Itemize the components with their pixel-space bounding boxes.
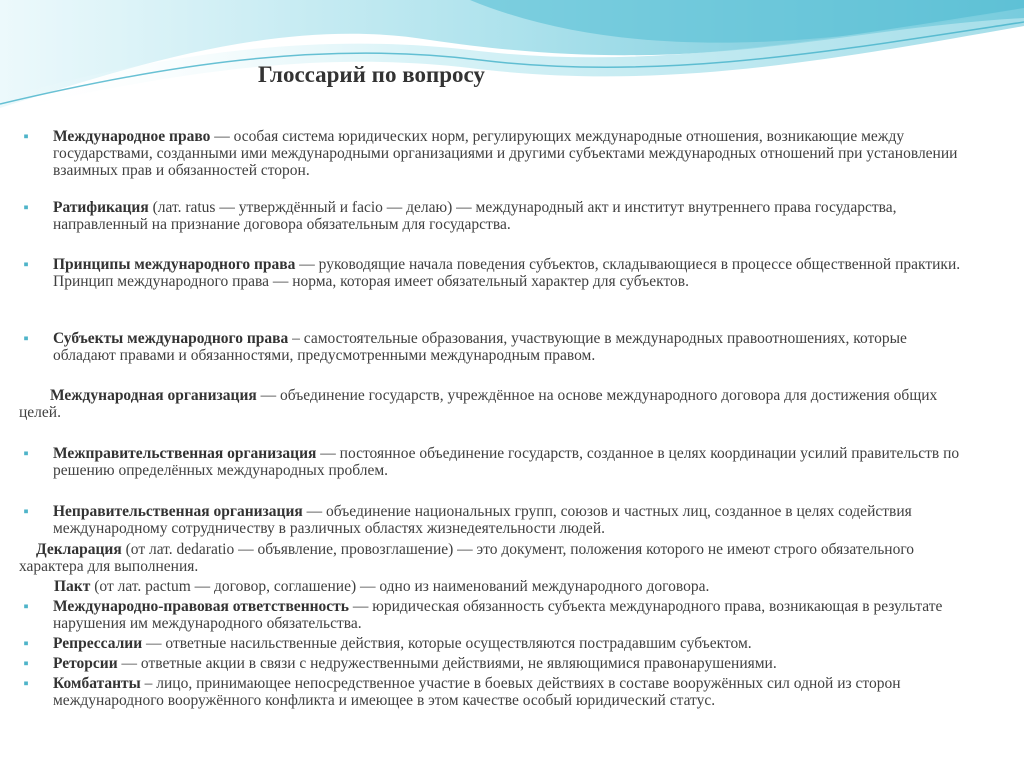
entry-definition: — объединение государств, учреждённое на основе международного договора для достижения общих целей. bbox=[19, 387, 938, 421]
glossary-entry bbox=[53, 199, 963, 233]
bullet-icon: ▪ bbox=[23, 676, 29, 692]
glossary-entry bbox=[53, 445, 963, 479]
glossary-entry bbox=[53, 128, 963, 179]
entry-term: Субъекты международного права bbox=[53, 330, 289, 347]
entry-definition: – самостоятельные образования, участвующие в международных правоотношениях, которые обладают правами и обязанностями, предусмотренными международным правом. bbox=[53, 330, 907, 364]
page-title: Глоссарий по вопросу bbox=[258, 62, 485, 87]
entry-term: Международно-правовая ответственность bbox=[53, 598, 349, 615]
entry-term: Декларация bbox=[36, 541, 122, 558]
bullet-icon: ▪ bbox=[23, 636, 29, 652]
glossary-entry bbox=[19, 541, 949, 575]
glossary-entry bbox=[53, 330, 963, 364]
glossary-entry bbox=[19, 387, 949, 421]
glossary-entry bbox=[53, 598, 963, 632]
bullet-icon: ▪ bbox=[23, 656, 29, 672]
bullet-icon: ▪ bbox=[23, 446, 29, 462]
entry-definition: (лат. ratus — утверждённый и facio — делаю) — международный акт и институт внутреннего права государства, направленный на признание договора обязательным для государства. bbox=[53, 199, 897, 233]
glossary-entry bbox=[53, 256, 963, 290]
entry-term: Неправительственная организация bbox=[53, 503, 303, 520]
bullet-icon: ▪ bbox=[23, 129, 29, 145]
entry-definition: — юридическая обязанность субъекта международного права, возникающая в результате нарушения им международного обязательства. bbox=[53, 598, 943, 632]
entry-term: Репрессалии bbox=[53, 635, 143, 652]
bullet-icon: ▪ bbox=[23, 257, 29, 273]
entry-definition: — постоянное объединение государств, созданное в целях координации усилий правительств по решению определённых международных проблем. bbox=[53, 445, 960, 479]
bullet-icon: ▪ bbox=[23, 599, 29, 615]
entry-term: Комбатанты bbox=[53, 675, 141, 692]
bullet-icon: ▪ bbox=[23, 504, 29, 520]
entry-term: Межправительственная организация bbox=[53, 445, 317, 462]
glossary-entry bbox=[53, 675, 963, 709]
bullet-icon: ▪ bbox=[23, 200, 29, 216]
entry-definition: — руководящие начала поведения субъектов, складывающиеся в процессе общественной практики. Принцип международного права — норма, которая имеет обязательный характер для субъектов. bbox=[53, 256, 961, 290]
header-wave-decoration bbox=[0, 0, 1024, 120]
entry-term: Принципы международного права bbox=[53, 256, 296, 273]
entry-term: Международное право bbox=[53, 128, 211, 145]
entry-definition: — ответные акции в связи с недружественными действиями, не являющимися правонарушениями. bbox=[117, 655, 777, 672]
entry-term: Пакт bbox=[54, 578, 91, 595]
entry-term: Реторсии bbox=[53, 655, 118, 672]
entry-definition: (от лат. pactum — договор, соглашение) — одно из наименований международного договора. bbox=[90, 578, 710, 595]
glossary-entry bbox=[53, 503, 963, 537]
entry-term: Международная организация bbox=[50, 387, 257, 404]
entry-term: Ратификация bbox=[53, 199, 149, 216]
glossary-entry bbox=[54, 578, 984, 595]
entry-definition: — объединение национальных групп, союзов и частных лиц, созданное в целях содействия международному сотрудничеству в различных областях жизнедеятельности людей. bbox=[53, 503, 912, 537]
entry-definition: — ответные насильственные действия, которые осуществляются пострадавшим субъектом. bbox=[142, 635, 752, 652]
entry-definition: (от лат. dedaratio — объявление, провозглашение) — это документ, положения которого не имеют строго обязательного характера для выполнения. bbox=[19, 541, 915, 575]
entry-definition: – лицо, принимающее непосредственное участие в боевых действиях в составе вооружённых сил одной из сторон международного вооружённого конфликта и имеющее в этом качестве особый юридический статус. bbox=[53, 675, 901, 709]
bullet-icon: ▪ bbox=[23, 331, 29, 347]
glossary-entry bbox=[53, 635, 963, 652]
glossary-entry bbox=[53, 655, 963, 672]
entry-definition: — особая система юридических норм, регулирующих международные отношения, возникающие между государствами, созданными ими международными организациями и другими субъектами международных отношений при установлении взаимных прав и обязанностей сторон. bbox=[53, 128, 958, 179]
